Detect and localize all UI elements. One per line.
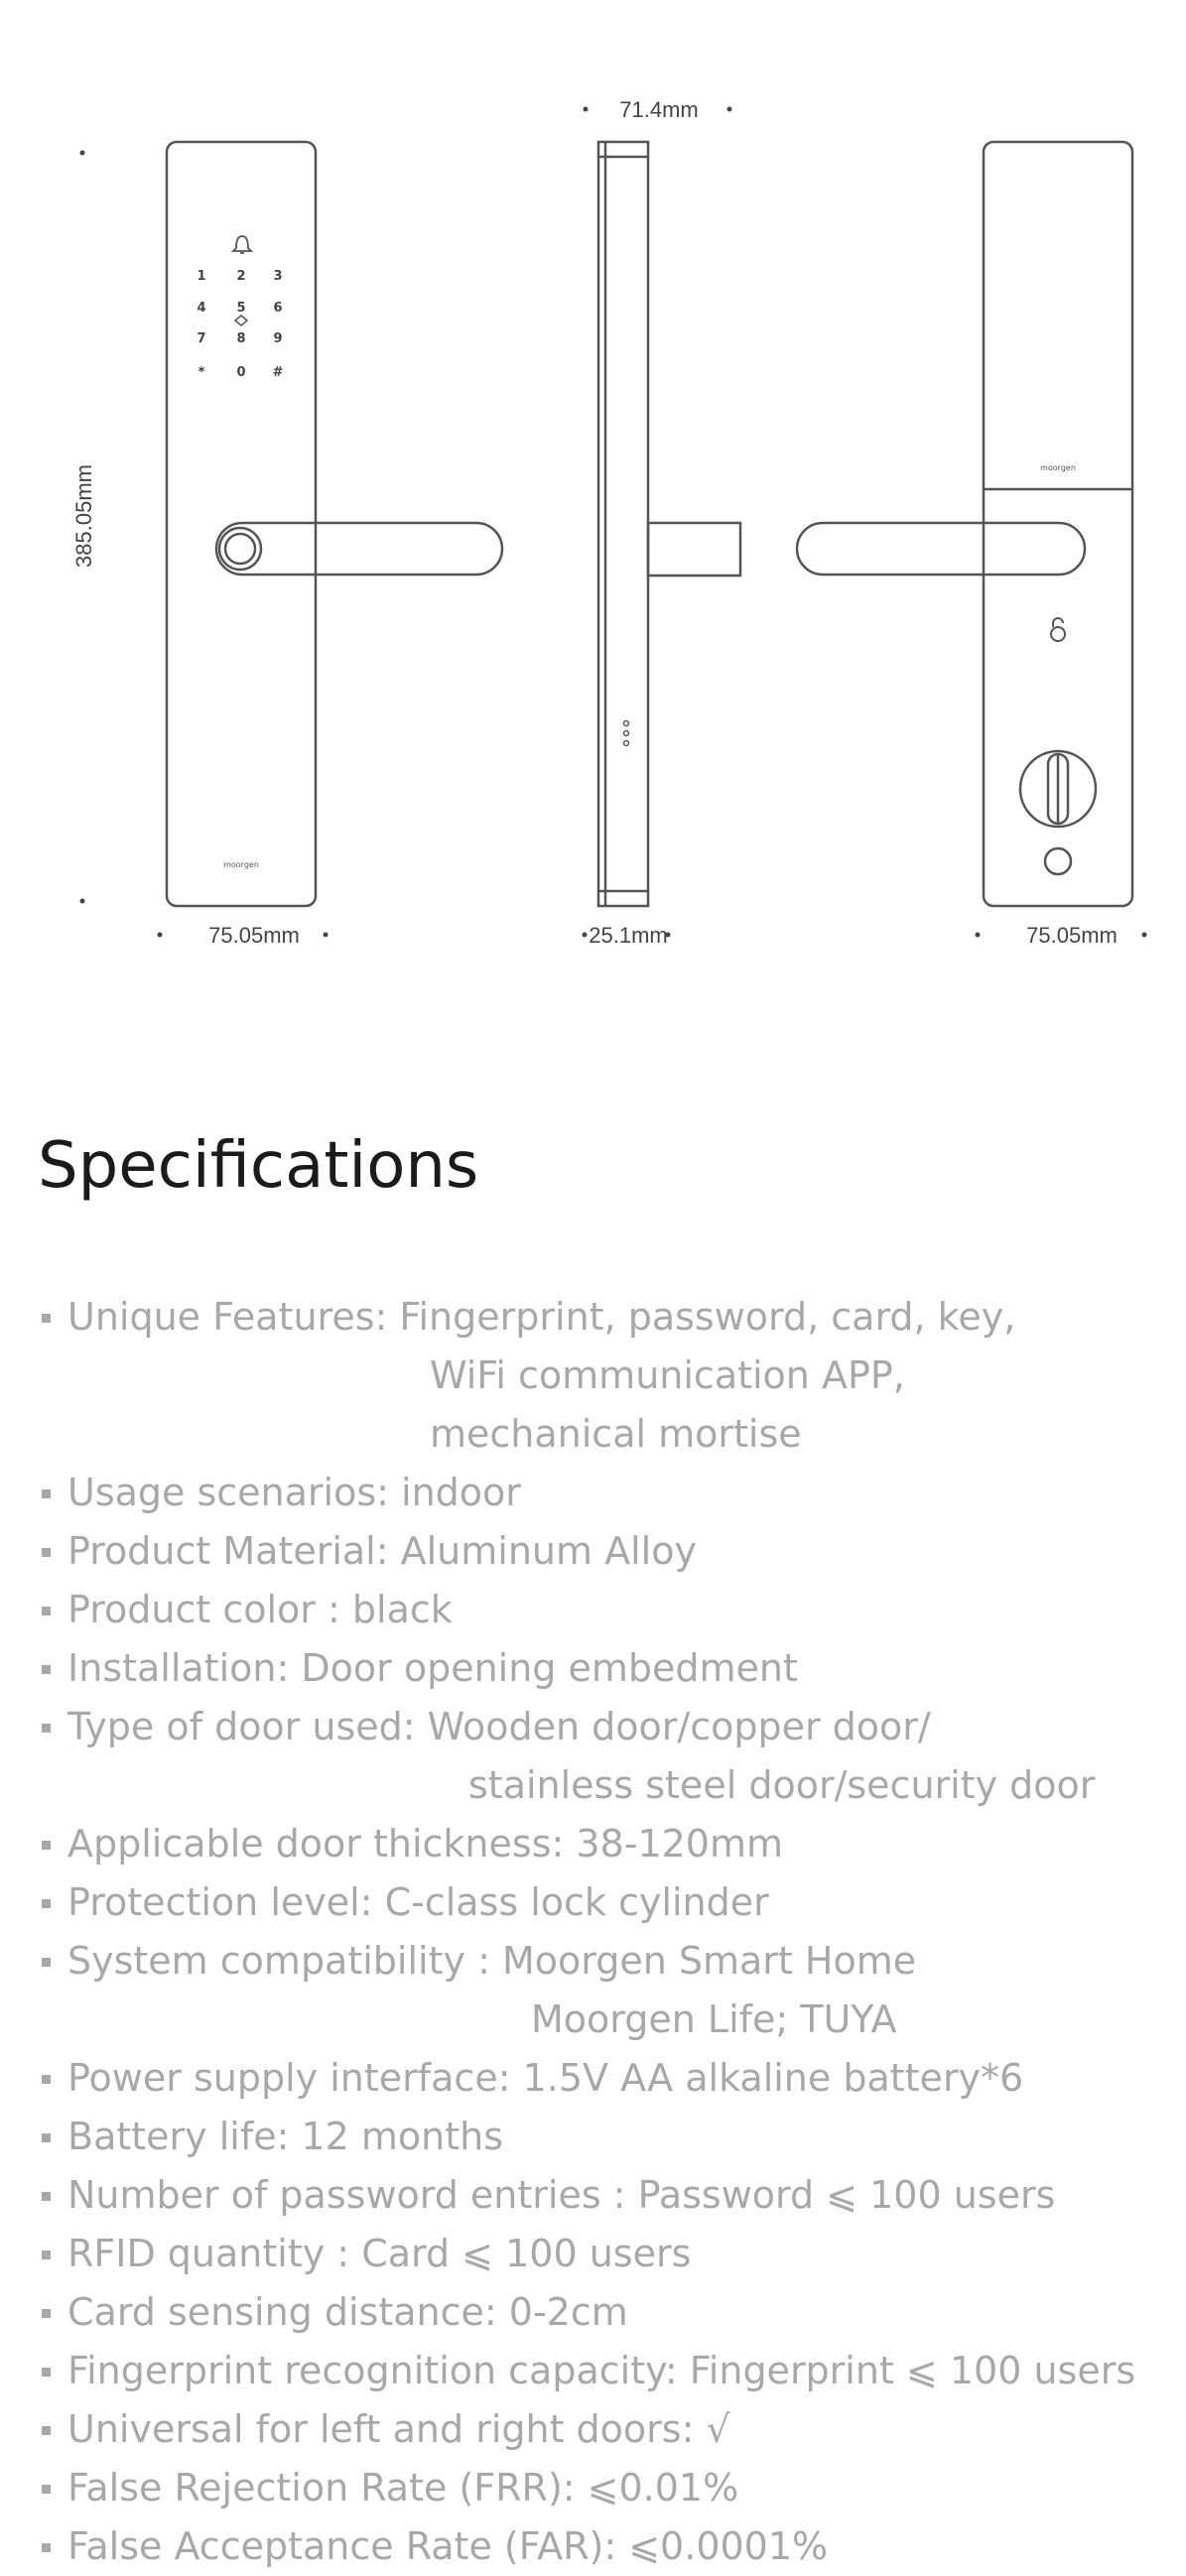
keypad-key: 5 xyxy=(236,301,246,316)
spec-label: Card sensing distance: xyxy=(67,2290,509,2334)
spec-item xyxy=(38,1464,1179,1522)
specifications-title: Specifications xyxy=(38,1129,479,1203)
spec-label: RFID quantity : xyxy=(67,2232,362,2275)
spec-value: C-class lock cylinder xyxy=(384,1880,769,1924)
spec-item xyxy=(38,2283,1179,2342)
side-handle xyxy=(648,523,740,576)
spec-label: System compatibility : xyxy=(67,1939,502,1983)
spec-item xyxy=(38,1932,1179,2049)
spec-label: Type of door used: xyxy=(67,1705,428,1748)
spec-item xyxy=(38,2517,1179,2576)
spec-value: Door opening embedment xyxy=(301,1646,798,1690)
spec-value-continuation: Moorgen Life; TUYA xyxy=(531,1997,897,2041)
keypad-key: 2 xyxy=(236,269,246,284)
keypad-key: * xyxy=(198,365,205,380)
spec-value: ⩽0.01% xyxy=(587,2466,739,2510)
side-width-dimension-label: 25.1mm xyxy=(589,923,668,948)
front-width-dimension-label: 75.05mm xyxy=(208,923,300,948)
spec-item xyxy=(38,2400,1179,2459)
spec-value: √ xyxy=(706,2407,730,2451)
spec-value: Wooden door/copper door/ xyxy=(427,1705,931,1748)
spec-item xyxy=(38,1873,1179,1932)
spec-value: indoor xyxy=(401,1471,521,1514)
keypad-key: 6 xyxy=(273,301,283,316)
lock-indicator-icon xyxy=(1051,618,1065,641)
keypad-key: 9 xyxy=(273,331,283,346)
back-width-dimension-label: 75.05mm xyxy=(1026,923,1118,948)
spec-value: Fingerprint ⩽ 100 users xyxy=(689,2349,1136,2392)
side-vent-holes xyxy=(624,721,629,746)
spec-value-continuation: WiFi communication APP, xyxy=(430,1353,905,1397)
spec-item xyxy=(38,2049,1179,2108)
keypad-key: 1 xyxy=(197,269,206,284)
spec-label: Number of password entries : xyxy=(67,2173,638,2217)
spec-item xyxy=(38,1581,1179,1639)
bell-icon xyxy=(233,236,251,253)
spec-item xyxy=(38,2225,1179,2283)
spec-item xyxy=(38,1522,1179,1581)
width-dimension-label: 71.4mm xyxy=(619,97,699,122)
back-handle xyxy=(797,523,1085,575)
specifications-list xyxy=(38,1288,1179,2576)
spec-label: Product Material: xyxy=(67,1529,401,1573)
spec-value: 38-120mm xyxy=(576,1822,784,1866)
spec-item xyxy=(38,2342,1179,2400)
spec-item xyxy=(38,2108,1179,2166)
spec-label: Power supply interface: xyxy=(67,2056,523,2100)
back-brand-mark: moorgen xyxy=(1040,463,1076,472)
spec-value-continuation: stainless steel door/security door xyxy=(468,1763,1096,1807)
spec-item xyxy=(38,1639,1179,1698)
keypad-key: 0 xyxy=(236,365,246,380)
spec-label: Installation: xyxy=(67,1646,302,1690)
card-reader-icon xyxy=(235,316,247,325)
key-hole xyxy=(1045,848,1071,874)
spec-label: False Rejection Rate (FRR): xyxy=(67,2466,588,2510)
front-handle xyxy=(216,523,502,575)
spec-value: Moorgen Smart Home xyxy=(501,1939,917,1983)
spec-label: Product color : xyxy=(67,1588,352,1631)
spec-value: ⩽0.0001% xyxy=(628,2524,829,2568)
spec-value: 1.5V AA alkaline battery*6 xyxy=(522,2056,1024,2100)
spec-item xyxy=(38,2166,1179,2225)
keypad-key: 8 xyxy=(236,331,246,346)
spec-label: Battery life: xyxy=(67,2115,302,2158)
keypad-key: 4 xyxy=(197,301,206,316)
keypad-key: 7 xyxy=(197,331,206,346)
spec-item xyxy=(38,2459,1179,2517)
front-brand-mark: moorgen xyxy=(223,860,259,869)
spec-label: Fingerprint recognition capacity: xyxy=(67,2349,690,2392)
spec-item xyxy=(38,1698,1179,1815)
lock-dimension-diagram xyxy=(0,0,1186,992)
spec-value: Fingerprint, password, card, key, xyxy=(399,1295,1016,1339)
spec-value-continuation: mechanical mortise xyxy=(430,1412,802,1456)
spec-item xyxy=(38,1288,1179,1464)
keypad-key: # xyxy=(272,365,284,380)
spec-value: Card ⩽ 100 users xyxy=(361,2232,692,2275)
spec-item xyxy=(38,1815,1179,1873)
spec-label: False Acceptance Rate (FAR): xyxy=(67,2524,629,2568)
keypad-key: 3 xyxy=(273,269,283,284)
height-dimension-label: 385.05mm xyxy=(71,464,96,568)
spec-value: black xyxy=(351,1588,453,1631)
spec-value: 0-2cm xyxy=(508,2290,628,2334)
spec-label: Applicable door thickness: xyxy=(67,1822,577,1866)
spec-label: Protection level: xyxy=(67,1880,385,1924)
spec-label: Universal for left and right doors: xyxy=(67,2407,707,2451)
spec-label: Unique Features: xyxy=(67,1295,400,1339)
spec-value: Aluminum Alloy xyxy=(400,1529,697,1573)
spec-label: Usage scenarios: xyxy=(67,1471,402,1514)
spec-value: 12 months xyxy=(301,2115,504,2158)
spec-value: Password ⩽ 100 users xyxy=(637,2173,1056,2217)
